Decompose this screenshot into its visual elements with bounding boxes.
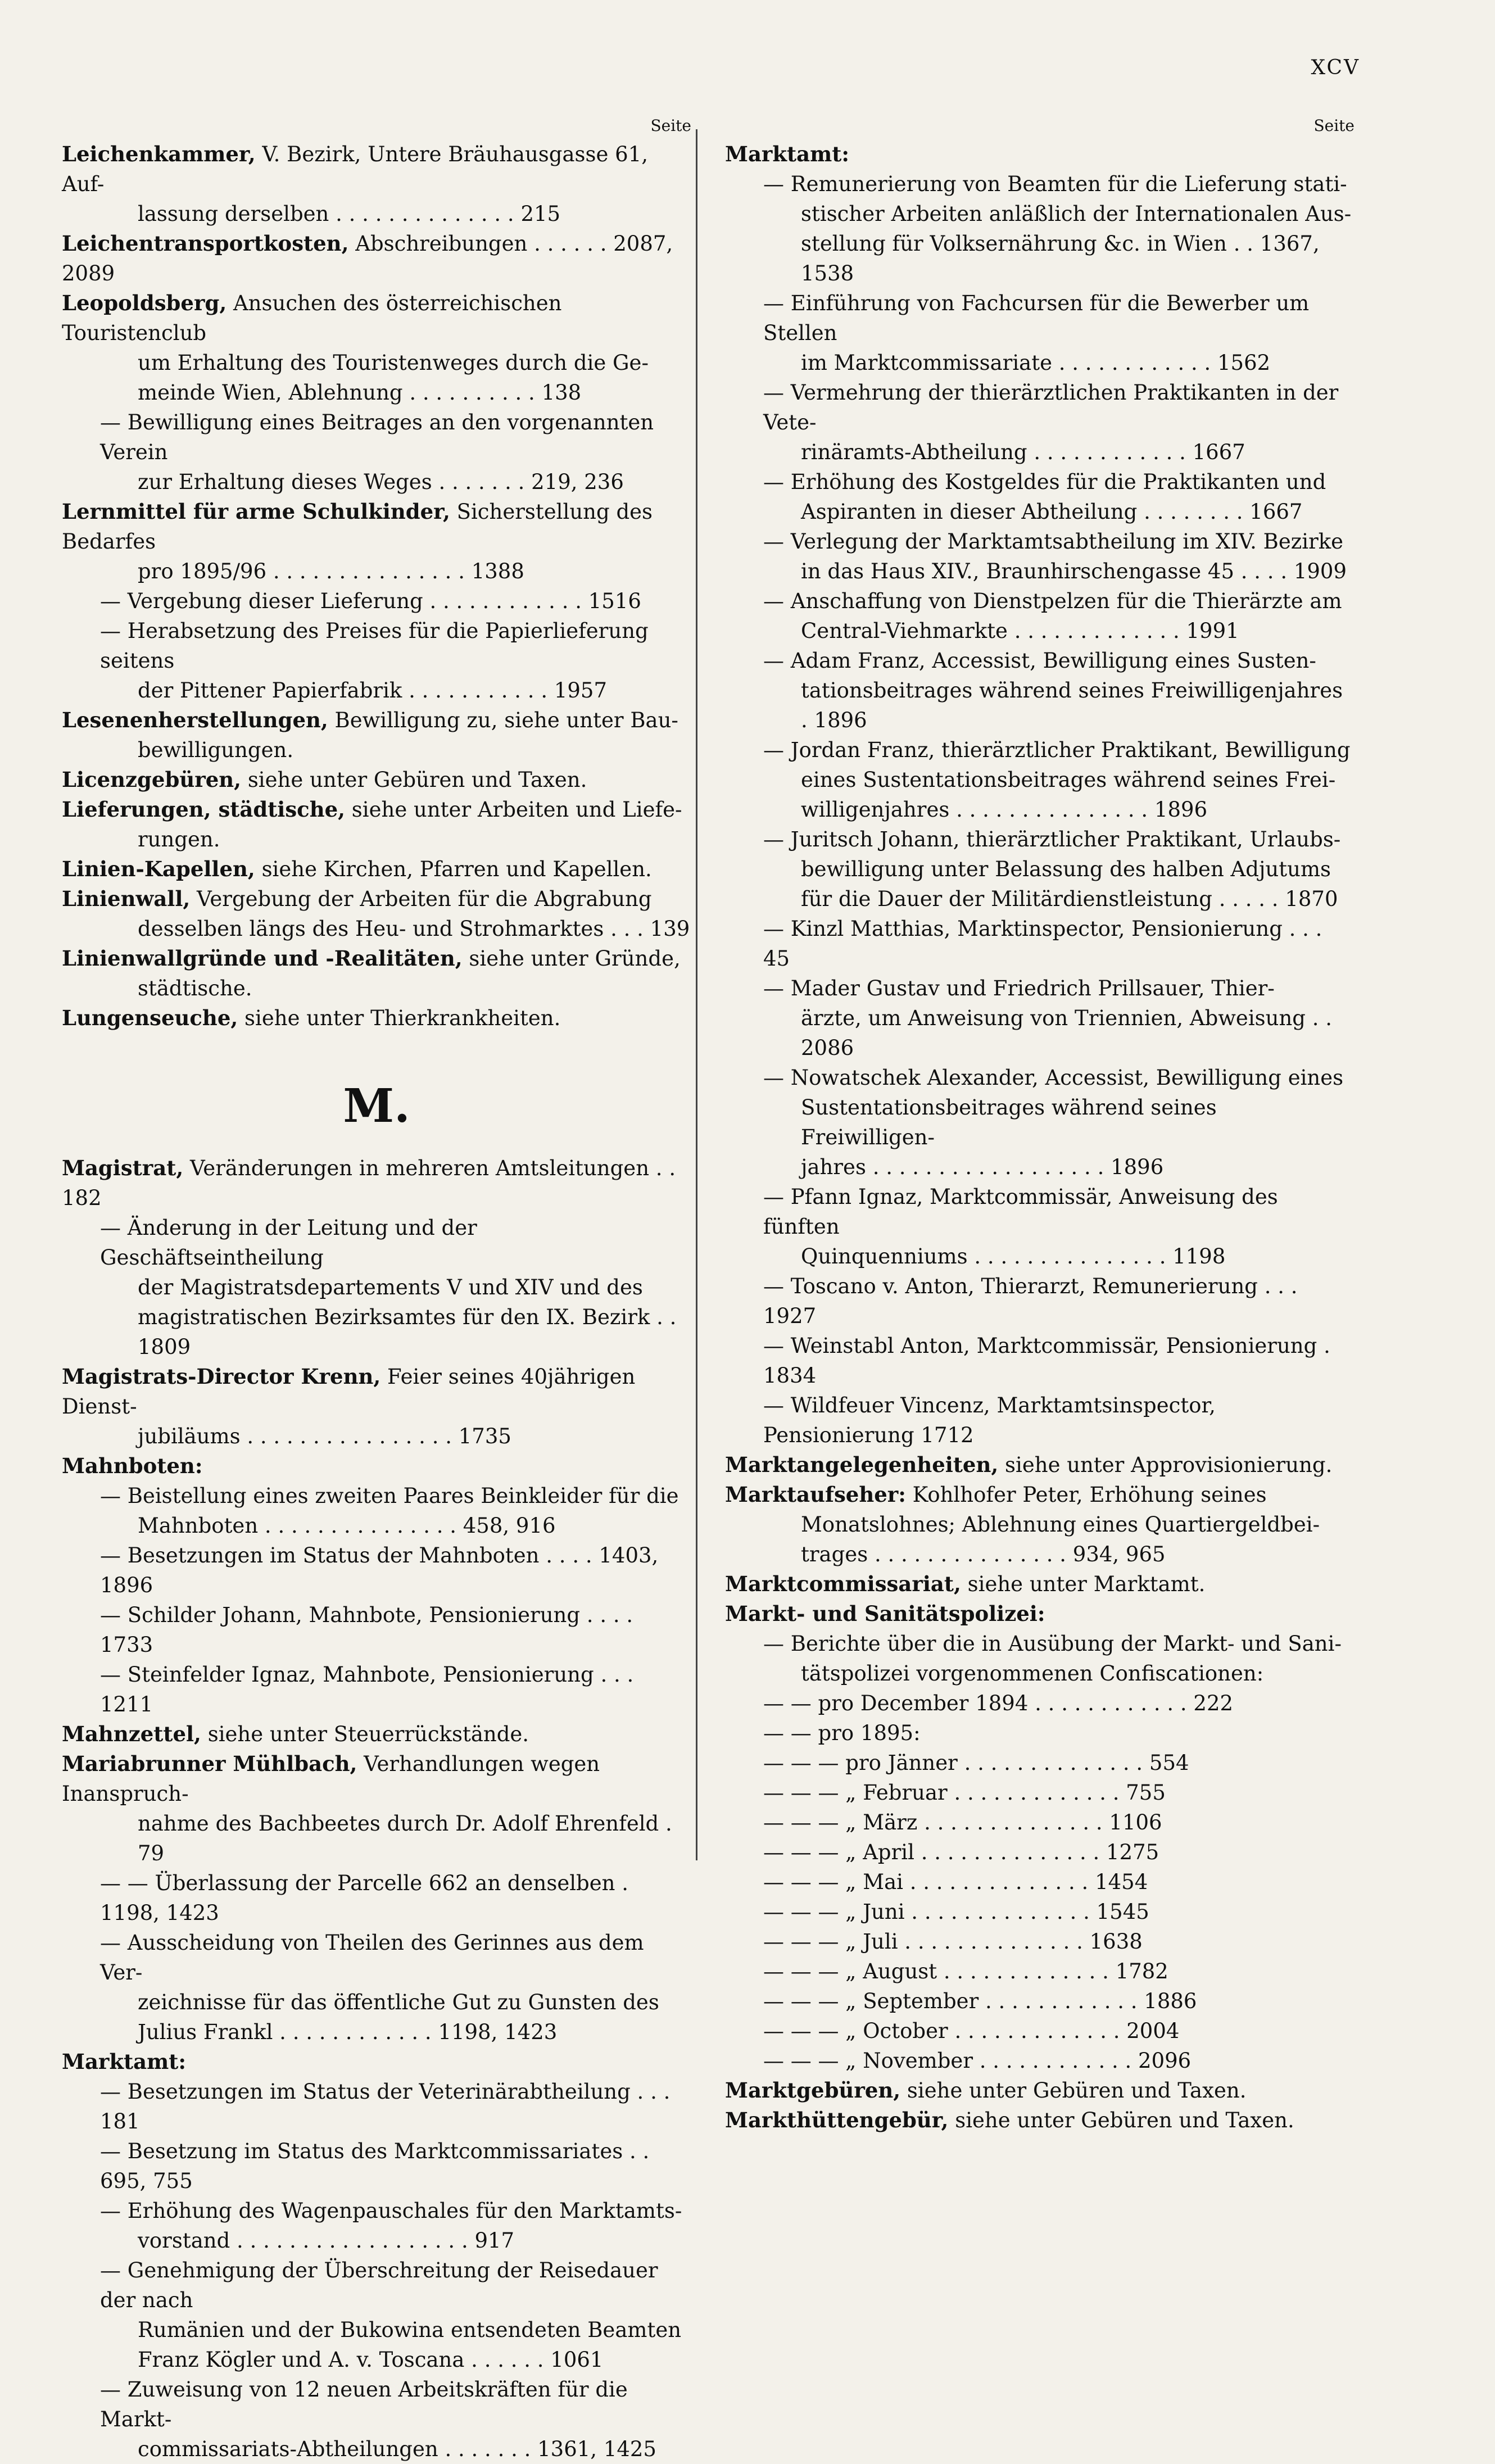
index-entry (62, 705, 691, 735)
sub-entry: — Herabsetzung des Preises für die Papierlieferung seitens (100, 619, 649, 673)
sub-entry: — Schilder Johann, Mahnbote, Pensionierung . . . . 1733 (100, 1603, 633, 1657)
entry-heading: Leopoldsberg, (62, 291, 227, 315)
sub-entry: — Beistellung eines zweiten Paares Beinkleider für die (100, 1484, 679, 1508)
sub-entry: — Zuweisung von 12 neuen Arbeitskräften für die Markt- (100, 2377, 628, 2431)
entry-text: siehe unter Arbeiten und Liefe- (345, 798, 682, 822)
entry-text: Ansuchen des österreichischen Touristenclub (62, 291, 562, 345)
entry-text: siehe unter Steuerrückstände. (201, 1722, 529, 1746)
sub-entry: — Bewilligung eines Beitrages an den vorgenannten Verein (100, 410, 654, 464)
entry-heading: Marktaufseher: (725, 1482, 906, 1507)
right-column (725, 112, 1354, 2135)
entry-continuation: Rumänien und der Bukowina entsendeten Beamten (138, 2318, 682, 2342)
index-entry (725, 139, 1354, 169)
index-entry (62, 497, 691, 556)
sub-entry: — Vergebung dieser Lieferung . . . . . . . . . . . . 1516 (100, 589, 641, 613)
index-entry (725, 2076, 1354, 2105)
entry-heading: Mahnboten: (62, 1453, 203, 1478)
index-entry (62, 1362, 691, 1421)
entry-heading: Marktangelegenheiten, (725, 1452, 999, 1477)
sub-entry: — Besetzungen im Status der Veterinärabtheilung . . . 181 (100, 2080, 671, 2134)
entry-heading: Mariabrunner Mühlbach, (62, 1751, 357, 1776)
entry-heading: Magistrats-Director Krenn, (62, 1364, 381, 1389)
index-entry (62, 288, 691, 348)
entry-continuation: pro 1895/96 . . . . . . . . . . . . . . . 1388 (138, 559, 524, 583)
entry-heading: Leichentransportkosten, (62, 231, 349, 256)
left-entries (62, 139, 691, 2464)
entry-continuation: um Erhaltung des Touristenweges durch die Ge- (138, 351, 649, 375)
index-entry (62, 944, 691, 973)
entry-continuation: magistratischen Bezirksamtes für den IX. Bezirk . . 1809 (138, 1305, 677, 1359)
entry-continuation: im Marktcommissariate . . . . . . . . . . . . 1562 (801, 351, 1271, 375)
sub-entry: — Wildfeuer Vincenz, Marktamtsinspector, Pensionierung 1712 (763, 1393, 1216, 1447)
sub-entry: — Steinfelder Ignaz, Mahnbote, Pensionierung . . . 1211 (100, 1663, 634, 1716)
entry-continuation: Aspiranten in dieser Abtheilung . . . . . . . . 1667 (801, 500, 1303, 524)
entry-continuation: Sustentationsbeitrages während seines Freiwilligen- (801, 1095, 1217, 1149)
entry-heading: Linienwall, (62, 886, 191, 911)
entry-continuation: bewilligung unter Belassung des halben Adjutums (801, 857, 1331, 881)
seite-label-left: Seite (650, 116, 691, 135)
index-entry (62, 229, 691, 288)
sub-entry: — — — „ August . . . . . . . . . . . . . 1782 (763, 1959, 1168, 1983)
entry-text: siehe unter Marktamt. (961, 1572, 1206, 1596)
entry-continuation: jubiläums . . . . . . . . . . . . . . . . 1735 (138, 1424, 511, 1448)
sub-entry: — Änderung in der Leitung und der Geschäftseintheilung (100, 1216, 477, 1270)
section-letter: M. (343, 1079, 410, 1133)
sub-entry: — — — „ Mai . . . . . . . . . . . . . . 1454 (763, 1870, 1148, 1894)
entry-heading: Markthüttengebür, (725, 2108, 949, 2132)
sub-entry: — — — „ Juni . . . . . . . . . . . . . . 1545 (763, 1900, 1149, 1924)
sub-entry: — Pfann Ignaz, Marktcommissär, Anweisung des fünften (763, 1185, 1278, 1239)
entry-continuation: der Magistratsdepartements V und XIV und des (138, 1275, 643, 1299)
entry-continuation: städtische. (138, 976, 252, 1000)
entry-heading: Lieferungen, städtische, (62, 797, 346, 822)
entry-heading: Linien-Kapellen, (62, 857, 255, 881)
entry-continuation: stischer Arbeiten anläßlich der Internationalen Aus- (801, 202, 1352, 226)
page-number: XCV (1311, 56, 1360, 79)
entry-continuation: willigenjahres . . . . . . . . . . . . . . . 1896 (801, 798, 1208, 822)
entry-heading: Marktamt: (62, 2049, 187, 2074)
sub-entry: — — — „ November . . . . . . . . . . . . 2096 (763, 2049, 1192, 2073)
entry-continuation: Monatslohnes; Ablehnung eines Quartiergeldbei- (801, 1512, 1320, 1537)
index-entry (725, 1569, 1354, 1599)
sub-entry: — Besetzungen im Status der Mahnboten . . . . 1403, 1896 (100, 1543, 659, 1597)
sub-entry: — Vermehrung der thierärztlichen Praktikanten in der Vete- (763, 381, 1339, 434)
entry-continuation: der Pittener Papierfabrik . . . . . . . . . . . 1957 (138, 678, 608, 703)
entry-continuation: vorstand . . . . . . . . . . . . . . . . . . 917 (138, 2229, 515, 2253)
index-entry (62, 1451, 691, 1481)
sub-entry: — — — „ März . . . . . . . . . . . . . . 1106 (763, 1810, 1162, 1835)
entry-continuation: nahme des Bachbeetes durch Dr. Adolf Ehrenfeld . 79 (138, 1811, 672, 1865)
seite-label-right: Seite (1313, 116, 1354, 135)
entry-text: Vergebung der Arbeiten für die Abgrabung (190, 887, 652, 911)
entry-heading: Lesenenherstellungen, (62, 708, 328, 732)
sub-entry: — Remunerierung von Beamten für die Lieferung stati- (763, 172, 1347, 196)
sub-entry: — — — „ October . . . . . . . . . . . . . 2004 (763, 2019, 1180, 2043)
entry-text: V. Bezirk, Untere Bräuhausgasse 61, Auf- (62, 142, 649, 196)
entry-continuation: zur Erhaltung dieses Weges . . . . . . . 219, 236 (138, 470, 624, 494)
entry-continuation: commissariats-Abtheilungen . . . . . . . 1361, 1425 (138, 2437, 656, 2461)
entry-text: Feier seines 40jährigen Dienst- (62, 1365, 636, 1419)
entry-text: Verhandlungen wegen Inanspruch- (62, 1752, 600, 1806)
sub-entry: — — pro 1895: (763, 1721, 921, 1745)
entry-continuation: Central-Viehmarkte . . . . . . . . . . . . . 1991 (801, 619, 1239, 643)
sub-entry: — Besetzung im Status des Marktcommissariates . . 695, 755 (100, 2139, 650, 2193)
sub-entry: — Anschaffung von Dienstpelzen für die Thierärzte am (763, 589, 1342, 613)
entry-continuation: Julius Frankl . . . . . . . . . . . . 1198, 1423 (138, 2020, 558, 2044)
entry-text: Kohlhofer Peter, Erhöhung seines (905, 1483, 1267, 1507)
entry-continuation: Franz Kögler und A. v. Toscana . . . . . . 1061 (138, 2348, 604, 2372)
entry-text: Veränderungen in mehreren Amtsleitungen . . 182 (62, 1156, 676, 1210)
entry-heading: Leichenkammer, (62, 142, 256, 166)
sub-entry: — Erhöhung des Kostgeldes für die Praktikanten und (763, 470, 1326, 494)
entry-continuation: zeichnisse für das öffentliche Gut zu Gunsten des (138, 1990, 659, 2014)
index-entry (62, 2047, 691, 2077)
entry-text: Sicherstellung des Bedarfes (62, 500, 653, 554)
entry-heading: Marktcommissariat, (725, 1571, 961, 1596)
index-entry (62, 884, 691, 914)
sub-entry: — — — „ September . . . . . . . . . . . . 1886 (763, 1989, 1197, 2013)
index-entry (62, 765, 691, 795)
sub-entry: — Erhöhung des Wagenpauschales für den Marktamts- (100, 2199, 682, 2223)
entry-continuation: desselben längs des Heu- und Strohmarktes . . . 139 (138, 917, 690, 941)
index-entry (725, 1450, 1354, 1480)
index-entry (62, 854, 691, 884)
entry-text: siehe Kirchen, Pfarren und Kapellen. (255, 857, 652, 881)
entry-continuation: für die Dauer der Militärdienstleistung . . . . . 1870 (801, 887, 1338, 911)
entry-continuation: Mahnboten . . . . . . . . . . . . . . . 458, 916 (138, 1514, 556, 1538)
sub-entry: — Adam Franz, Accessist, Bewilligung eines Susten- (763, 649, 1316, 673)
index-entry (62, 1719, 691, 1749)
entry-heading: Mahnzettel, (62, 1722, 201, 1746)
entry-heading: Lernmittel für arme Schulkinder, (62, 499, 450, 524)
right-entries (725, 139, 1354, 2135)
entry-heading: Licenzgebüren, (62, 767, 242, 792)
entry-text: siehe unter Approvisionierung. (998, 1453, 1333, 1477)
entry-continuation: tationsbeitrages während seines Freiwilligenjahres . 1896 (801, 678, 1343, 732)
entry-continuation: in das Haus XIV., Braunhirschengasse 45 . . . . 1909 (801, 559, 1347, 583)
sub-entry: — Toscano v. Anton, Thierarzt, Remunerierung . . . 1927 (763, 1274, 1298, 1328)
entry-heading: Magistrat, (62, 1156, 184, 1180)
index-entry (62, 795, 691, 825)
sub-entry: — — — „ Februar . . . . . . . . . . . . . 755 (763, 1781, 1166, 1805)
sub-entry: — Verlegung der Marktamtsabtheilung im XIV. Bezirke (763, 529, 1344, 554)
entry-continuation: meinde Wien, Ablehnung . . . . . . . . . . 138 (138, 381, 582, 405)
index-entry (62, 139, 691, 199)
sub-entry: — Weinstabl Anton, Marktcommissär, Pensionierung . 1834 (763, 1334, 1330, 1388)
sub-entry: — Ausscheidung von Theilen des Gerinnes aus dem Ver- (100, 1931, 644, 1985)
sub-entry: — Mader Gustav und Friedrich Prillsauer, Thier- (763, 976, 1275, 1000)
entry-continuation: eines Sustentationsbeitrages während seines Frei- (801, 768, 1336, 792)
index-entry (62, 1003, 691, 1033)
entry-text: siehe unter Gebüren und Taxen. (948, 2108, 1294, 2132)
sub-entry: — Einführung von Fachcursen für die Bewerber um Stellen (763, 291, 1310, 345)
entry-continuation: rungen. (138, 827, 220, 851)
index-entry (725, 1599, 1354, 1629)
entry-continuation: rinäramts-Abtheilung . . . . . . . . . . . . 1667 (801, 440, 1245, 464)
sub-entry: — — pro December 1894 . . . . . . . . . . . . 222 (763, 1691, 1234, 1715)
entry-text: siehe unter Gebüren und Taxen. (900, 2078, 1247, 2103)
entry-continuation: Quinquenniums . . . . . . . . . . . . . . . 1198 (801, 1244, 1226, 1269)
entry-continuation: tätspolizei vorgenommenen Confiscationen: (801, 1661, 1264, 1686)
sub-entry: — Berichte über die in Ausübung der Markt- und Sani- (763, 1632, 1342, 1656)
entry-heading: Markt- und Sanitätspolizei: (725, 1601, 1045, 1626)
sub-entry: — — Überlassung der Parcelle 662 an denselben . 1198, 1423 (100, 1871, 628, 1925)
entry-continuation: jahres . . . . . . . . . . . . . . . . . . 1896 (801, 1155, 1164, 1179)
entry-text: Abschreibungen . . . . . . 2087, 2089 (62, 232, 673, 286)
entry-text: siehe unter Gründe, (462, 946, 681, 971)
sub-entry: — — — „ Juli . . . . . . . . . . . . . . 1638 (763, 1929, 1143, 1954)
entry-continuation: bewilligungen. (138, 738, 294, 762)
sub-entry: — Juritsch Johann, thierärztlicher Praktikant, Urlaubs- (763, 827, 1341, 851)
column-divider (696, 129, 697, 1860)
entry-heading: Linienwallgründe und -Realitäten, (62, 946, 463, 971)
index-entry (62, 1749, 691, 1809)
index-entry (725, 1480, 1354, 1510)
entry-text: siehe unter Thierkrankheiten. (238, 1006, 561, 1030)
entry-heading: Lungenseuche, (62, 1005, 238, 1030)
sub-entry: — Jordan Franz, thierärztlicher Praktikant, Bewilligung (763, 738, 1351, 762)
entry-continuation: trages . . . . . . . . . . . . . . . 934, 965 (801, 1542, 1166, 1566)
index-entry (62, 1153, 691, 1213)
entry-heading: Marktgebüren, (725, 2078, 901, 2103)
sub-entry: — Nowatschek Alexander, Accessist, Bewilligung eines (763, 1066, 1344, 1090)
entry-continuation: stellung für Volksernährung &c. in Wien . . 1367, 1538 (801, 232, 1320, 286)
sub-entry: — — — pro Jänner . . . . . . . . . . . . . . 554 (763, 1751, 1189, 1775)
sub-entry: — — — „ April . . . . . . . . . . . . . . 1275 (763, 1840, 1159, 1864)
entry-heading: Marktamt: (725, 142, 850, 166)
sub-entry: — Genehmigung der Überschreitung der Reisedauer der nach (100, 2258, 658, 2312)
sub-entry: — Kinzl Matthias, Marktinspector, Pensionierung . . . 45 (763, 917, 1322, 971)
index-entry (725, 2105, 1354, 2135)
entry-text: Bewilligung zu, siehe unter Bau- (328, 708, 678, 732)
entry-text: siehe unter Gebüren und Taxen. (241, 768, 587, 792)
entry-continuation: lassung derselben . . . . . . . . . . . . . . 215 (138, 202, 561, 226)
entry-continuation: ärzte, um Anweisung von Triennien, Abweisung . . 2086 (801, 1006, 1333, 1060)
left-column (62, 112, 691, 2464)
